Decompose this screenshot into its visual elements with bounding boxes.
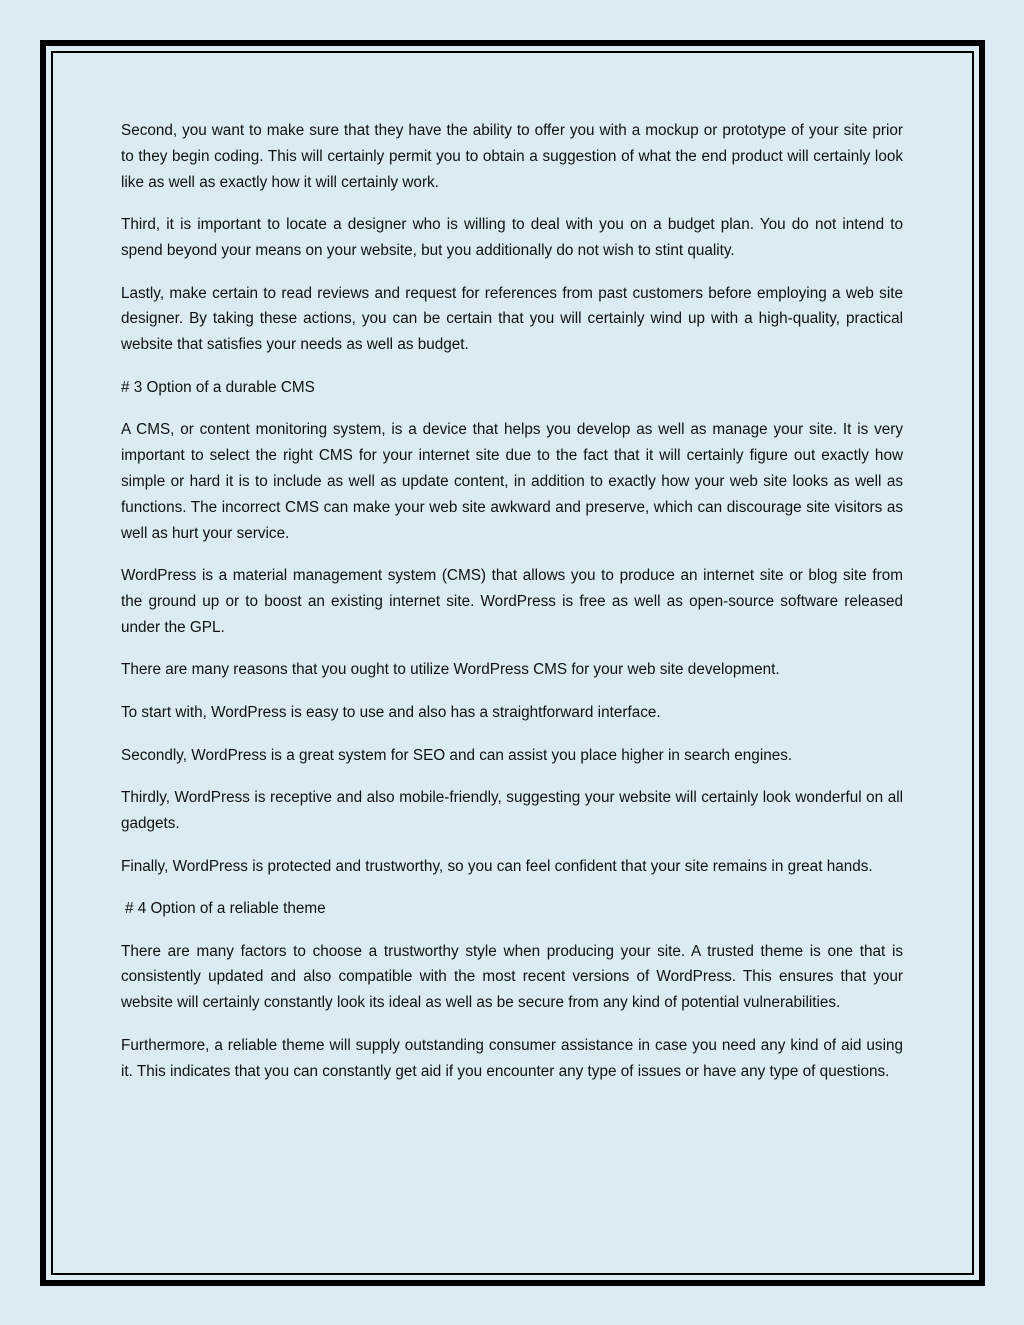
paragraph-reviews: Lastly, make certain to read reviews and request for references from past customers before employing a web site designer. By taking these actions, you can be certain that you will certainly wind up with a high-quality, practical website that satisfies your needs as well as budget. — [121, 284, 903, 354]
section-heading-theme: # 4 Option of a reliable theme — [125, 900, 326, 918]
paragraph-easy-to-use: To start with, WordPress is easy to use and also has a straightforward interface. — [121, 703, 661, 721]
section-heading-cms: # 3 Option of a durable CMS — [121, 378, 315, 396]
paragraph-budget: Third, it is important to locate a designer who is willing to deal with you on a budget plan. You do not intend to spend beyond your means on your website, but you additionally do not wish to stint quality. — [121, 216, 903, 259]
paragraph-secure: Finally, WordPress is protected and trustworthy, so you can feel confident that your site remains in great hands. — [121, 857, 873, 875]
paragraph-seo: Secondly, WordPress is a great system for SEO and can assist you place higher in search engines. — [121, 746, 793, 764]
paragraph-mockup: Second, you want to make sure that they have the ability to offer you with a mockup or prototype of your site prior to they begin coding. This will certainly permit you to obtain a suggestion of what the end product will certainly look like as well as exactly how it will certainly work. — [121, 122, 903, 191]
paragraph-mobile-friendly: Thirdly, WordPress is receptive and also mobile-friendly, suggesting your website will certainly look wonderful on all gadgets. — [121, 789, 903, 832]
paragraph-trustworthy-theme: There are many factors to choose a trustworthy style when producing your site. A trusted theme is one that is consistently updated and also compatible with the most recent versions of WordPress. This ensures that your website will certainly constantly look its ideal as well as be secure from any kind of potential vulnerabilities. — [121, 942, 903, 1012]
paragraph-theme-support: Furthermore, a reliable theme will supply outstanding consumer assistance in case you need any kind of aid using it. This indicates that you can constantly get aid if you encounter any type of issues or have any type of questions. — [121, 1036, 903, 1080]
paragraph-cms-definition: A CMS, or content monitoring system, is a device that helps you develop as well as manage your site. It is very important to select the right CMS for your internet site due to the fact that it will certainly figure out exactly how simple or hard it is to include as well as update content, in addition to exactly how your web site looks as well as functions. The incorrect CMS can make your web site awkward and preserve, which can discourage site visitors as well as hurt your service. — [121, 421, 903, 542]
paragraph-wordpress-reasons: There are many reasons that you ought to utilize WordPress CMS for your web site development. — [121, 661, 780, 679]
paragraph-wordpress-intro: WordPress is a material management system (CMS) that allows you to produce an internet site or blog site from the ground up or to boost an existing internet site. WordPress is free as well as open-source software released under the GPL. — [121, 567, 903, 636]
document-body — [121, 118, 903, 1101]
